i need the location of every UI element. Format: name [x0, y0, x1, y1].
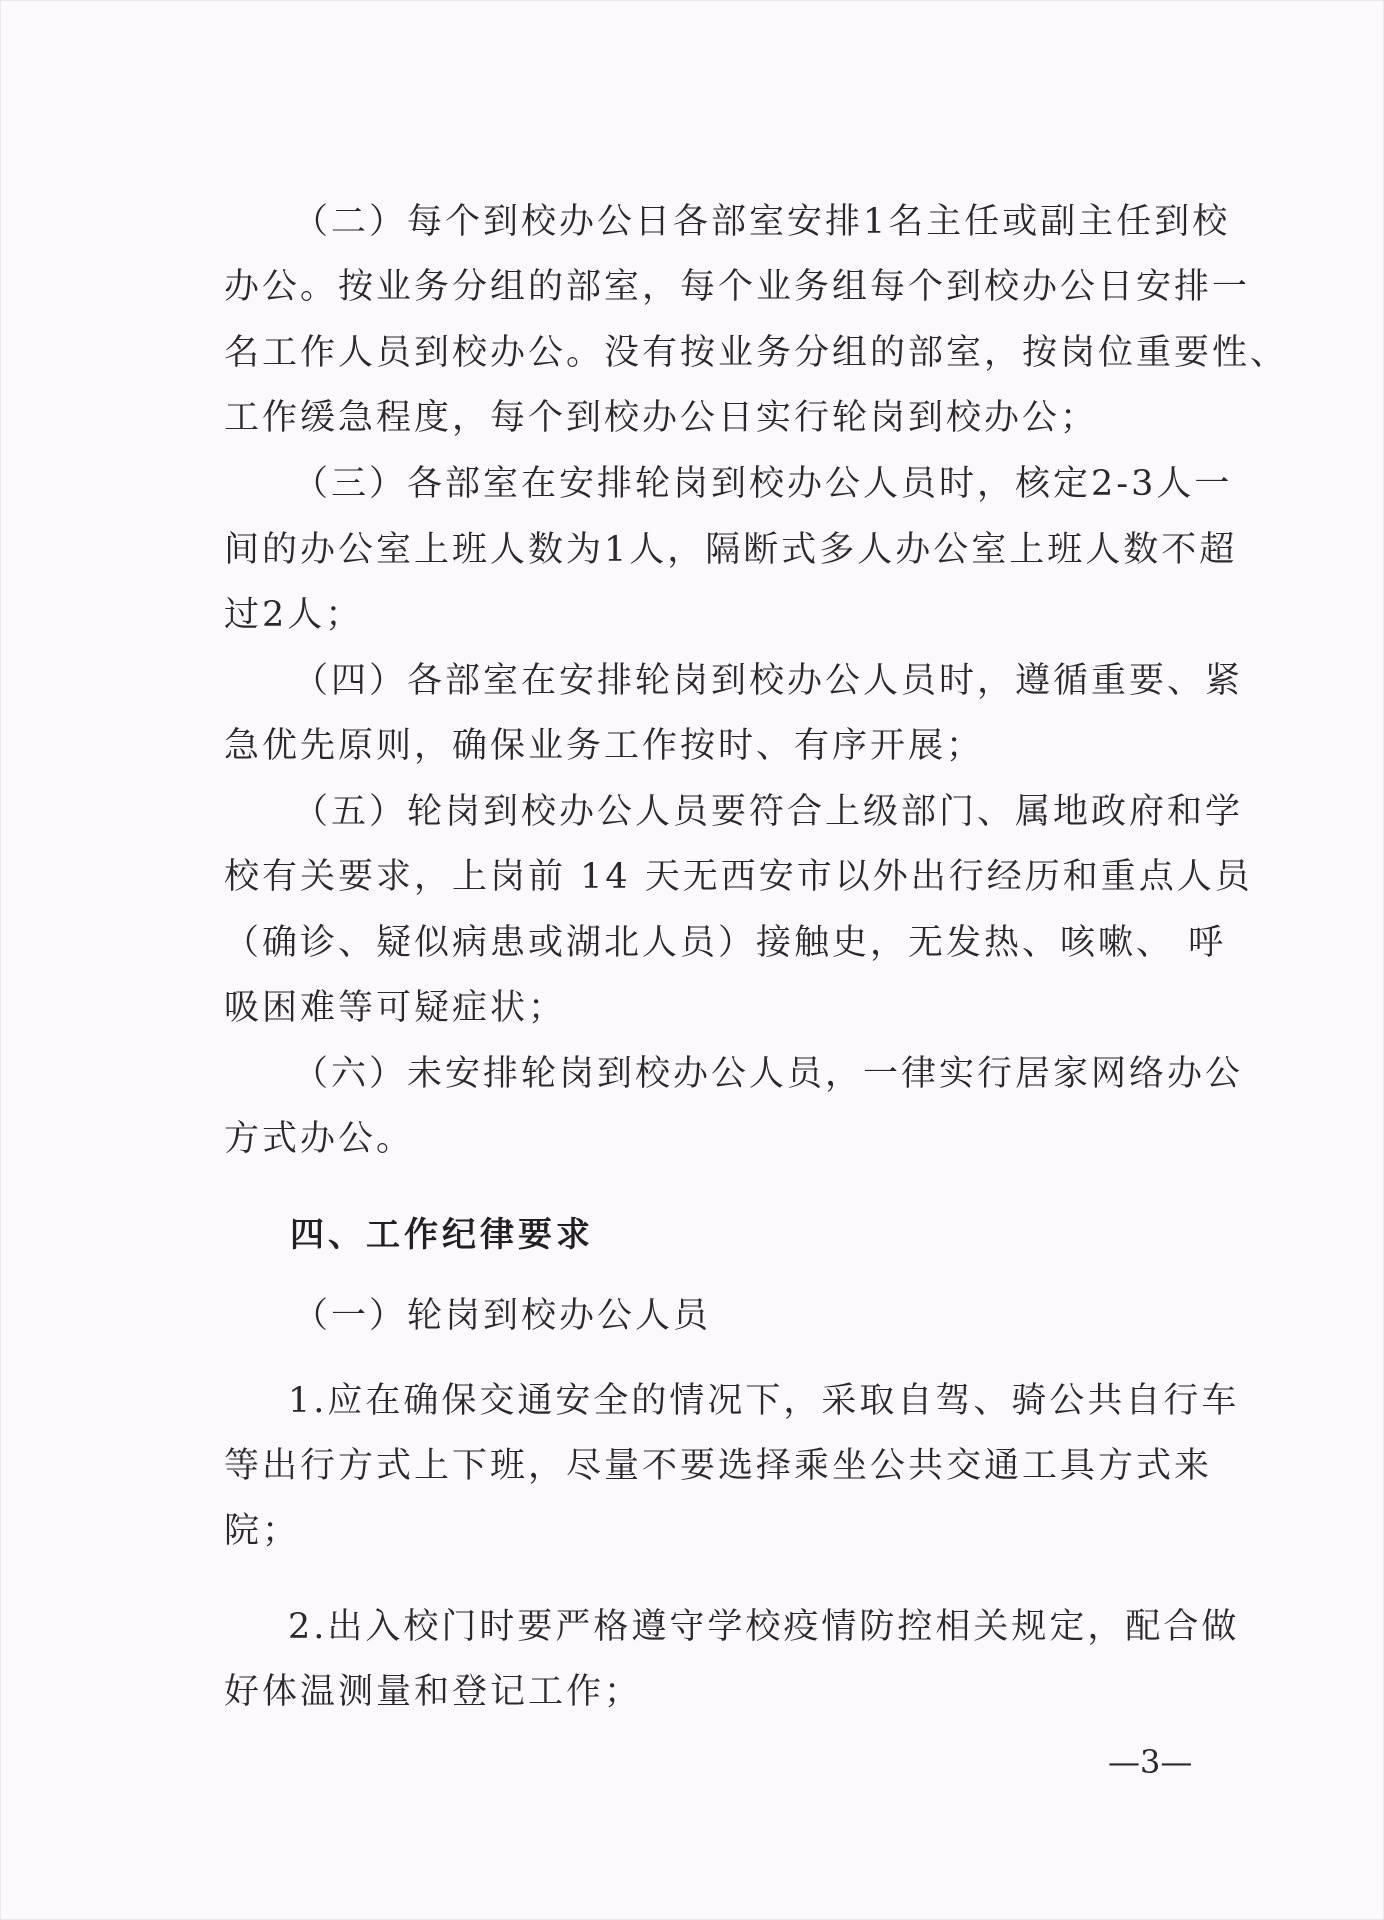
paragraph-line: 2.出入校门时要严格遵守学校疫情防控相关规定，配合做	[288, 1607, 1240, 1647]
paragraph-line: （三）各部室在安排轮岗到校办公人员时，核定2-3人一	[293, 464, 1233, 504]
paragraph-line: 等出行方式上下班，尽量不要选择乘坐公共交通工具方式来	[224, 1446, 1213, 1486]
section-heading: 四、工作纪律要求	[290, 1215, 594, 1255]
paragraph-line: 工作缓急程度，每个到校办公日实行轮岗到校办公；	[224, 398, 1099, 438]
paragraph-line: （六）未安排轮岗到校办公人员，一律实行居家网络办公	[293, 1054, 1244, 1094]
paragraph-line: （四）各部室在安排轮岗到校办公人员时，遵循重要、紧	[293, 661, 1244, 701]
paragraph-line: 好体温测量和登记工作；	[224, 1672, 643, 1712]
paragraph-line: 名工作人员到校办公。没有按业务分组的部室，按岗位重要性、	[224, 333, 1289, 373]
paragraph-line: 1.应在确保交通安全的情况下，采取自驾、骑公共自行车	[288, 1381, 1240, 1421]
paragraph-line: 吸困难等可疑症状；	[224, 988, 567, 1028]
subsection-heading: （一）轮岗到校办公人员	[293, 1296, 712, 1336]
paragraph-line: （二）每个到校办公日各部室安排1名主任或副主任到校	[293, 202, 1231, 242]
paragraph-line: 院；	[224, 1511, 301, 1551]
paragraph-line: （五）轮岗到校办公人员要符合上级部门、属地政府和学	[293, 792, 1244, 832]
paragraph-line: 校有关要求，上岗前 14 天无西安市以外出行经历和重点人员	[224, 857, 1253, 897]
paragraph-line: 办公。按业务分组的部室，每个业务组每个到校办公日安排一	[224, 267, 1251, 307]
page-number: —3—	[1108, 1743, 1193, 1781]
paragraph-line: 急优先原则，确保业务工作按时、有序开展；	[224, 726, 985, 766]
paragraph-line: 间的办公室上班人数为1人，隔断式多人办公室上班人数不超	[224, 530, 1238, 570]
paragraph-line: 过2人；	[224, 595, 364, 635]
paragraph-line: （确诊、疑似病患或湖北人员）接触史，无发热、咳嗽、 呼	[224, 923, 1227, 963]
paragraph-line: 方式办公。	[224, 1119, 415, 1159]
